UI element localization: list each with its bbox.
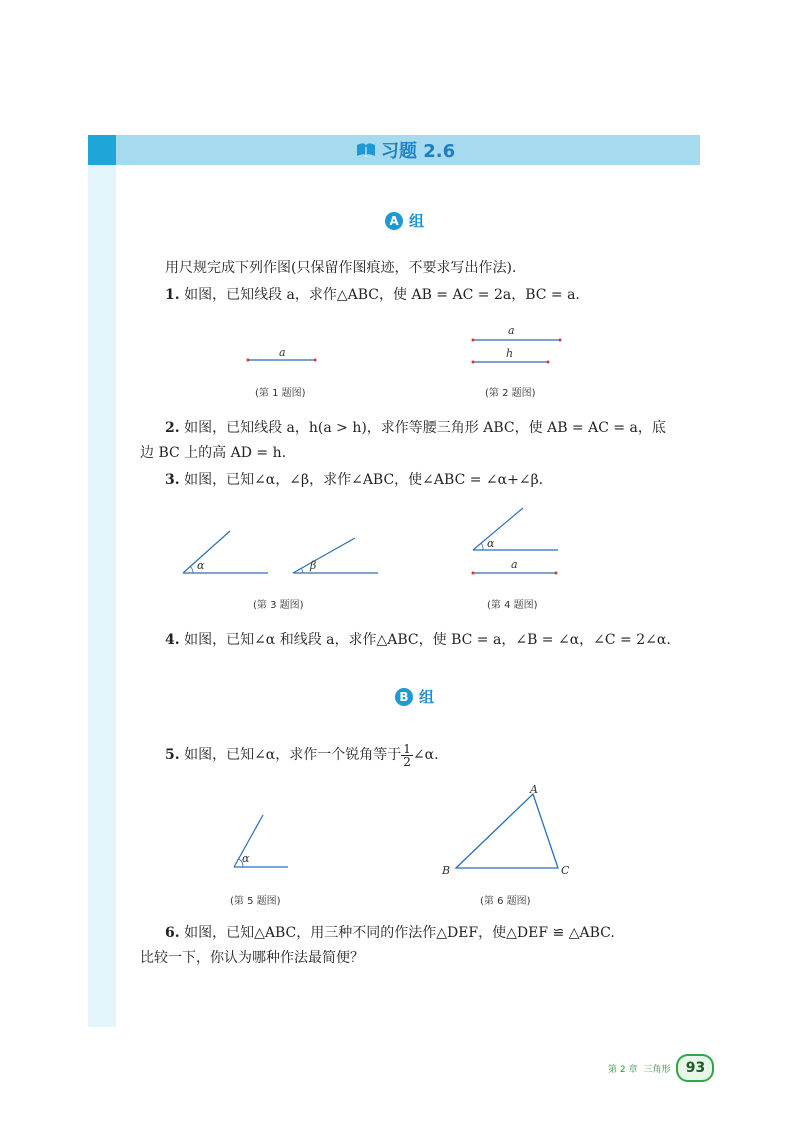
- question-5: [165, 740, 439, 770]
- footer-chapter-title: 三角形: [643, 1064, 671, 1075]
- exercise-title-text: 习题 2.6: [381, 141, 456, 162]
- exercise-title: [355, 138, 455, 162]
- figure-3-label-alpha: α: [197, 559, 205, 572]
- book-icon: [355, 141, 377, 159]
- question-3-number: 3.: [165, 472, 180, 488]
- question-5-text-pre: 如图，已知∠α，求作一个锐角等于: [184, 747, 402, 763]
- page-number: 93: [676, 1054, 714, 1082]
- figure-4-caption: (第 4 题图): [487, 600, 538, 611]
- question-5-text-post: ∠α.: [412, 747, 439, 763]
- fraction-numerator: 1: [403, 741, 411, 756]
- figure-1-segment: [245, 345, 325, 370]
- vertex-label-a: A: [530, 783, 538, 796]
- question-2-line1: [165, 418, 666, 438]
- figure-5-angle: [228, 810, 293, 875]
- figure-2-label-a: a: [508, 324, 515, 337]
- page-footer: [608, 1054, 714, 1082]
- question-6-line2: 比较一下，你认为哪种作法最简便？: [140, 950, 364, 966]
- figure-2-label-h: h: [506, 347, 514, 360]
- figure-4-angle-and-segment: [470, 505, 570, 580]
- question-5-number: 5.: [165, 747, 180, 763]
- group-a-label: [385, 210, 424, 231]
- fraction-denominator: 2: [403, 754, 411, 769]
- question-2-number: 2.: [165, 420, 180, 436]
- figure-5-caption: (第 5 题图): [230, 896, 281, 907]
- figure-2-segments: [470, 322, 570, 372]
- figure-6-triangle: [440, 782, 580, 882]
- question-5-fraction: [401, 743, 413, 768]
- question-2-text-a: 如图，已知线段 a，h(a > h)，求作等腰三角形 ABC，使 AB = AC = a，底: [184, 420, 666, 436]
- group-b-badge: B: [395, 688, 413, 706]
- vertex-label-c: C: [561, 864, 570, 877]
- question-1: [165, 285, 580, 305]
- question-1-number: 1.: [165, 287, 180, 303]
- question-4-text: 如图，已知∠α 和线段 a，求作△ABC，使 BC = a，∠B = ∠α，∠C = 2∠α.: [184, 632, 671, 648]
- figure-2-caption: (第 2 题图): [485, 388, 536, 399]
- side-strip: [88, 135, 116, 1027]
- figure-5-label-alpha: α: [242, 852, 250, 865]
- vertex-label-b: B: [442, 864, 451, 877]
- figure-3-caption: (第 3 题图): [253, 600, 304, 611]
- group-b-text: 组: [419, 688, 435, 706]
- question-4: [165, 630, 671, 650]
- figure-3-angles: [180, 525, 390, 580]
- intro-line: 用尺规完成下列作图(只保留作图痕迹，不要求写出作法).: [165, 260, 517, 276]
- question-6-text-a: 如图，已知△ABC，用三种不同的作法作△DEF，使△DEF ≌ △ABC.: [184, 925, 615, 941]
- group-a-text: 组: [409, 212, 425, 230]
- question-6-number: 6.: [165, 925, 180, 941]
- question-1-text: 如图，已知线段 a，求作△ABC，使 AB = AC = 2a，BC = a.: [184, 287, 580, 303]
- footer-chapter: 第 2 章: [608, 1064, 638, 1075]
- question-3-text: 如图，已知∠α，∠β，求作∠ABC，使∠ABC = ∠α+∠β.: [184, 472, 544, 488]
- figure-4-label-alpha: α: [487, 537, 495, 550]
- question-3: [165, 470, 543, 490]
- header-accent-block: [88, 135, 116, 165]
- figure-1-caption: (第 1 题图): [255, 388, 306, 399]
- figure-4-label-a: a: [511, 558, 518, 571]
- question-6-line1: [165, 923, 615, 943]
- group-a-badge: A: [385, 212, 403, 230]
- figure-3-label-beta: β: [310, 559, 317, 572]
- group-b-label: [395, 686, 434, 707]
- question-2-line2: 边 BC 上的高 AD = h.: [140, 445, 287, 461]
- figure-1-label-a: a: [279, 346, 286, 359]
- question-4-number: 4.: [165, 632, 180, 648]
- figure-6-caption: (第 6 题图): [480, 896, 531, 907]
